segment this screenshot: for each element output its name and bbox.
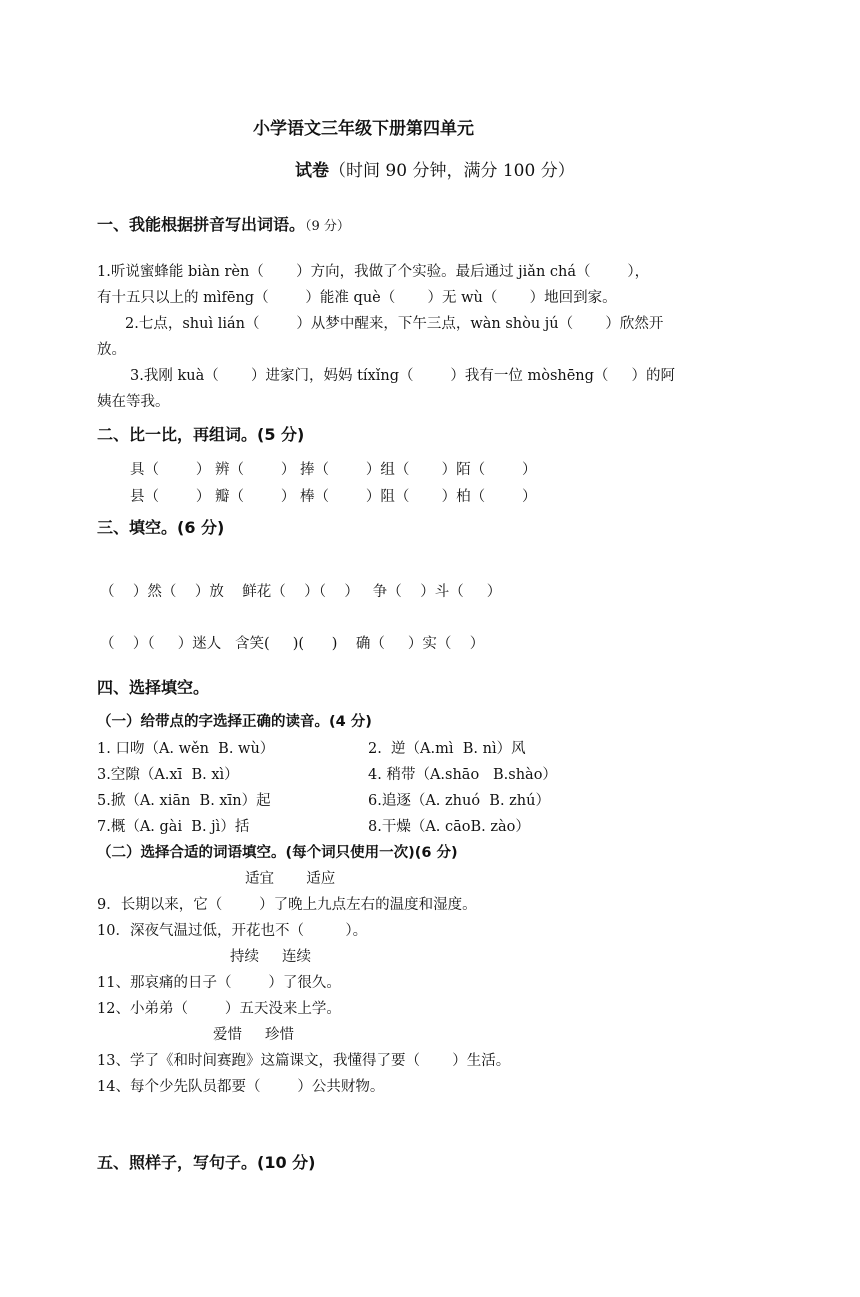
- pronunciation-item: 4. 稍带（A.shāo B.shào）: [368, 767, 557, 783]
- sec2-row: 具（ ） 辨（ ） 捧（ ）组（ ）陌（ ）: [130, 462, 537, 478]
- word-choices: 持续 连续: [230, 949, 312, 965]
- fill-item: 12、小弟弟（ ）五天没来上学。: [97, 1001, 341, 1017]
- pronunciation-item: 6.追逐（A. zhuó B. zhú）: [368, 793, 550, 809]
- sec2-row: 县（ ） 瓣（ ） 棒（ ）阻（ ）柏（ ）: [130, 489, 537, 505]
- document-subtitle: [295, 161, 575, 181]
- sec1-line: 1.听说蜜蜂能 biàn rèn（ ）方向，我做了个实验。最后通过 jiǎn chá（ ），: [97, 264, 650, 280]
- fill-item: 14、每个少先队员都要（ ）公共财物。: [97, 1079, 385, 1095]
- pronunciation-item: 7.概（A. gài B. jì）括: [97, 819, 250, 835]
- sec3-row: （ ）然（ ）放 鲜花（ ）（ ） 争（ ）斗（ ）: [100, 584, 502, 600]
- section-4-part-2-heading: （二）选择合适的词语填空。(每个词只使用一次)(6 分): [97, 845, 458, 861]
- sec1-line: 3.我刚 kuà（ ）进家门，妈妈 tíxǐng（ ）我有一位 mòshēng（ ）的阿: [130, 368, 675, 384]
- fill-item: 13、学了《和时间赛跑》这篇课文，我懂得了要（ ）生活。: [97, 1053, 511, 1069]
- pronunciation-item: 8.干燥（A. cāoB. zào）: [368, 819, 530, 835]
- subtitle-bold: 试卷: [295, 161, 329, 181]
- sec1-line: 2.七点，shuì lián（ ）从梦中醒来，下午三点，wàn shòu jú（ ）欣然开: [125, 316, 664, 332]
- pronunciation-item: 5.掀（A. xiān B. xīn）起: [97, 793, 271, 809]
- section-4-part-1-heading: （一）给带点的字选择正确的读音。(4 分): [97, 714, 372, 730]
- pronunciation-item: 3.空隙（A.xī B. xì）: [97, 767, 239, 783]
- subtitle-rest: （时间 90 分钟，满分 100 分）: [329, 161, 575, 181]
- pronunciation-item: 2. 逆（A.mì B. nì）风: [368, 741, 526, 757]
- document-title: 小学语文三年级下册第四单元: [253, 119, 474, 139]
- sec1-line: 有十五只以上的 mìfēng（ ）能准 què（ ）无 wù（ ）地回到家。: [97, 290, 617, 306]
- section-5-heading: 五、照样子，写句子。(10 分): [97, 1153, 316, 1172]
- section-2-heading: 二、比一比，再组词。(5 分): [97, 425, 305, 444]
- word-choices: 适宜 适应: [245, 871, 336, 887]
- word-choices: 爱惜 珍惜: [213, 1027, 295, 1043]
- fill-item: 11、那哀痛的日子（ ）了很久。: [97, 975, 341, 991]
- section-1-title: 一、我能根据拼音写出词语。: [97, 215, 306, 234]
- fill-item: 10．深夜气温过低，开花也不（ ）。: [97, 923, 368, 939]
- section-4-heading: 四、选择填空。: [97, 678, 210, 697]
- sec1-line: 姨在等我。: [97, 394, 170, 410]
- sec3-row: （ ）（ ）迷人 含笑( )( ) 确（ ）实（ ）: [100, 636, 485, 652]
- section-1-score: （9 分）: [305, 219, 350, 234]
- section-1-heading: [97, 215, 350, 237]
- fill-item: 9．长期以来，它（ ）了晚上九点左右的温度和湿度。: [97, 897, 477, 913]
- section-3-heading: 三、填空。(6 分): [97, 518, 225, 537]
- sec1-line: 放。: [97, 342, 126, 358]
- pronunciation-item: 1. 口吻（A. wěn B. wù）: [97, 741, 275, 757]
